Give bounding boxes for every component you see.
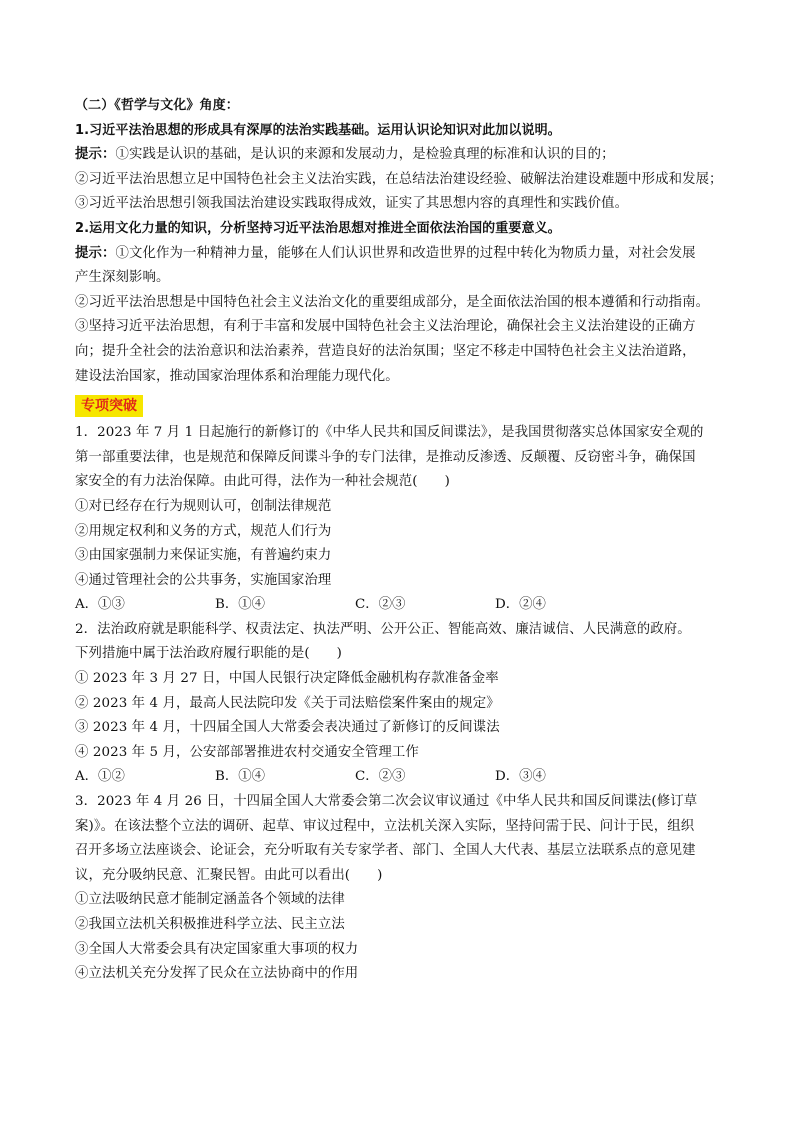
option-b[interactable]: B．①④ [215, 597, 266, 613]
choice-item: ①立法吸纳民意才能制定涵盖各个领域的法律 [75, 892, 345, 908]
question-stem: 议，充分吸纳民意、汇聚民智。由此可以看出( ) [75, 867, 383, 883]
answer-options [75, 593, 735, 618]
choice-item: ②用规定权利和义务的方式，规范人们行为 [75, 523, 332, 539]
question-stem: 3．2023 年 4 月 26 日，十四届全国人大常委会第二次会议审议通过《中华人民共和国反间谍法(修订草 [75, 794, 698, 810]
question-stem: 1．2023 年 7 月 1 日起施行的新修订的《中华人民共和国反间谍法》，是我国贯彻落实总体国家安全观的 [75, 425, 704, 441]
choice-item: ④通过管理社会的公共事务，实施国家治理 [75, 572, 332, 588]
hint-label: 提示： [75, 147, 116, 163]
hint-line: ③习近平法治思想引领我国法治建设实践取得成效，证实了其思想内容的真理性和实践价值。 [75, 196, 629, 212]
answer-options [75, 765, 735, 790]
option-d[interactable]: D．②④ [495, 597, 546, 613]
question-stem: 第一部重要法律，也是规范和保障反间谍斗争的专门法律，是推动反渗透、反颠覆、反窃密斗争，确保国 [75, 449, 696, 465]
question-title-2: 2.运用文化力量的知识，分析坚持习近平法治思想对推进全面依法治国的重要意义。 [75, 220, 561, 236]
section-banner: 专项突破 [75, 395, 143, 417]
choice-item: ② 2023 年 4 月，最高人民法院印发《关于司法赔偿案件案由的规定》 [75, 695, 500, 711]
section-heading: （二）《哲学与文化》角度： [75, 98, 239, 113]
choice-item: ①对已经存在行为规则认可，创制法律规范 [75, 498, 332, 514]
option-d[interactable]: D．③④ [495, 769, 546, 785]
hint-label: 提示： [75, 245, 116, 261]
hint-line: 提示：①实践是认识的基础，是认识的来源和发展动力，是检验真理的标准和认识的目的； [75, 147, 615, 163]
hint-line: 建设法治国家，推动国家治理体系和治理能力现代化。 [75, 368, 399, 384]
hint-line: 产生深刻影响。 [75, 270, 170, 286]
question-stem: 家安全的有力法治保障。由此可得，法作为一种社会规范( ) [75, 474, 450, 490]
option-c[interactable]: C．②③ [355, 769, 406, 785]
choice-item: ③全国人大常委会具有决定国家重大事项的权力 [75, 941, 359, 957]
question-stem: 案)》。在该法整个立法的调研、起草、审议过程中，立法机关深入实际，坚持问需于民、问计于民，组织 [75, 818, 695, 834]
question-stem: 2．法治政府就是职能科学、权责法定、执法严明、公开公正、智能高效、廉洁诚信、人民满意的政府。 [75, 621, 691, 637]
question-stem: 召开多场立法座谈会、论证会，充分听取有关专家学者、部门、全国人大代表、基层立法联系点的意见建 [75, 843, 696, 859]
choice-item: ④ 2023 年 5 月，公安部部署推进农村交通安全管理工作 [75, 744, 419, 760]
hint-line: 向；提升全社会的法治意识和法治素养，营造良好的法治氛围；坚定不移走中国特色社会主义法治道路， [75, 343, 696, 359]
option-c[interactable]: C．②③ [355, 597, 406, 613]
choice-item: ③由国家强制力来保证实施，有普遍约束力 [75, 548, 332, 564]
option-a[interactable]: A．①③ [75, 597, 125, 613]
hint-line: ②习近平法治思想立足中国特色社会主义法治实践，在总结法治建设经验、破解法治建设难题中形成和发展； [75, 171, 723, 187]
hint-line: ②习近平法治思想是中国特色社会主义法治文化的重要组成部分，是全面依法治国的根本遵循和行动指南。 [75, 294, 710, 310]
document-content [75, 94, 735, 987]
choice-item: ③ 2023 年 4 月，十四届全国人大常委会表决通过了新修订的反间谍法 [75, 720, 500, 736]
option-a[interactable]: A．①② [75, 769, 125, 785]
choice-item: ④立法机关充分发挥了民众在立法协商中的作用 [75, 966, 359, 982]
question-stem: 下列措施中属于法治政府履行职能的是( ) [75, 646, 342, 662]
choice-item: ① 2023 年 3 月 27 日，中国人民银行决定降低金融机构存款准备金率 [75, 671, 499, 687]
choice-item: ②我国立法机关积极推进科学立法、民主立法 [75, 917, 345, 932]
banner-row [75, 393, 735, 419]
question-title-1: 1.习近平法治思想的形成具有深厚的法治实践基础。运用认识论知识对此加以说明。 [75, 122, 561, 138]
hint-line: ③坚持习近平法治思想，有利于丰富和发展中国特色社会主义法治理论，确保社会主义法治建设的正确方 [75, 319, 696, 335]
option-b[interactable]: B．①④ [215, 769, 266, 785]
hint-line: 提示：①文化作为一种精神力量，能够在人们认识世界和改造世界的过程中转化为物质力量，对社会发展 [75, 245, 696, 261]
